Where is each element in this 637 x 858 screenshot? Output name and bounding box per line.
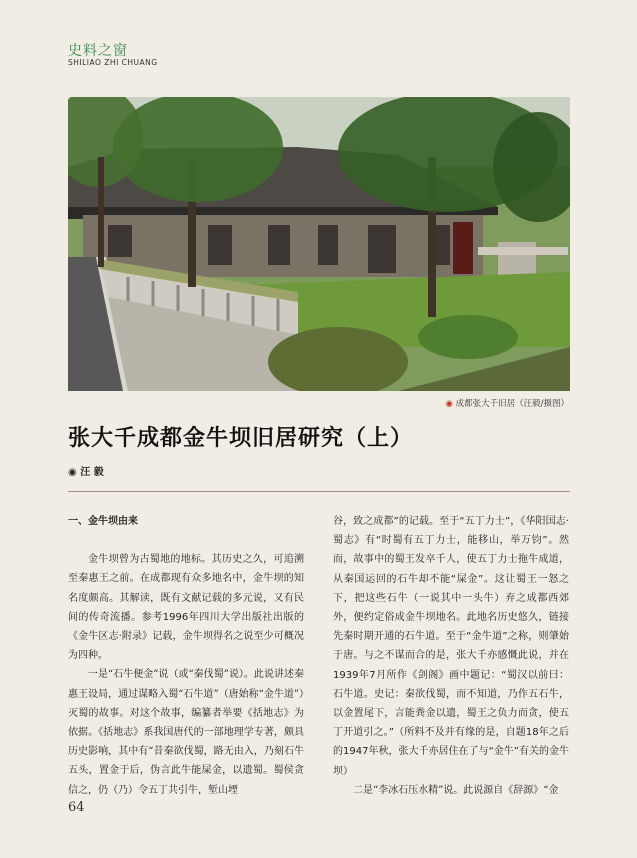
bullet-icon: ◉ <box>68 467 77 478</box>
paragraph: 一是“石牛便金”说（或“秦伐蜀”说）。此说讲述秦惠王设局，通过谋略入蜀“石牛道”（唐始称“金牛道”）灭蜀的故事。对这个故事，编纂者举要《括地志》为依据。《括地志》系我国唐代的一部地理学专著，颇具历史影响，其中有“昔秦欲伐蜀，路无由入，乃刻石牛五头，置金于后，伪言此牛能屎金，以遗蜀。蜀侯贪信之，仍（乃）令五丁共引牛，堑山堙 <box>68 669 304 796</box>
photo-caption <box>446 397 570 409</box>
page-number: 64 <box>68 800 85 815</box>
paragraph: 谷，致之成都”的记载。至于“五丁力士”，《华阳国志·蜀志》有“时蜀有五丁力士，能移山，举万钧”。然而，故事中的蜀王发卒千人，使五丁力士拖牛成道，从秦国运回的石牛却不能“屎金”。这让蜀王一怒之下，把这些石牛（一说其中一头牛）弃之成都西郊外，便约定俗成金牛坝地名。此地名历史悠久，链接先秦时期开通的石牛道。至于“金牛道”之称，则肇始于唐。与之不谋而合的是，张大千亦感慨此说，并在1939年7月所作《剑阁》画中题记：“蜀汉以前曰：石牛道。史记：秦欲伐蜀，而不知道，乃作五石牛，以金置尾下，言能粪金以遗，蜀王之负力而贪，使五丁开道引之。”（所料不及并有缘的是，自题18年之后的1947年秋，张大千亦居住在了与“金牛”有关的金牛坝） <box>333 516 569 777</box>
column-left <box>68 512 304 800</box>
author-name: 汪 毅 <box>80 467 104 478</box>
article-title: 张大千成都金牛坝旧居研究（上） <box>68 426 414 451</box>
caption-text: 成都张大千旧居（汪毅/摄图） <box>455 399 569 409</box>
author-line <box>68 463 104 478</box>
divider <box>68 491 570 492</box>
section-header-cn: 史料之窗 <box>68 43 128 59</box>
section-heading: 一、金牛坝由来 <box>68 516 138 527</box>
column-right <box>333 512 569 800</box>
paragraph: 金牛坝曾为古蜀地的地标。其历史之久，可追溯至秦惠王之前。在成都现有众多地名中，金牛坝的知名度颇高。其解读，既有文献记载的多元说，又有民间的传奇流播。参考1996年四川大学出版社出版的《金牛区志·附录》记载，金牛坝得名之说至少可概况为四种。 <box>68 554 304 662</box>
bullet-icon: ◉ <box>445 399 453 409</box>
residence-photo <box>68 97 570 391</box>
paragraph: 二是“李冰石压水精”说。此说源自《辞源》“金 <box>353 784 559 796</box>
section-header-en: SHILIAO ZHI CHUANG <box>68 58 158 67</box>
